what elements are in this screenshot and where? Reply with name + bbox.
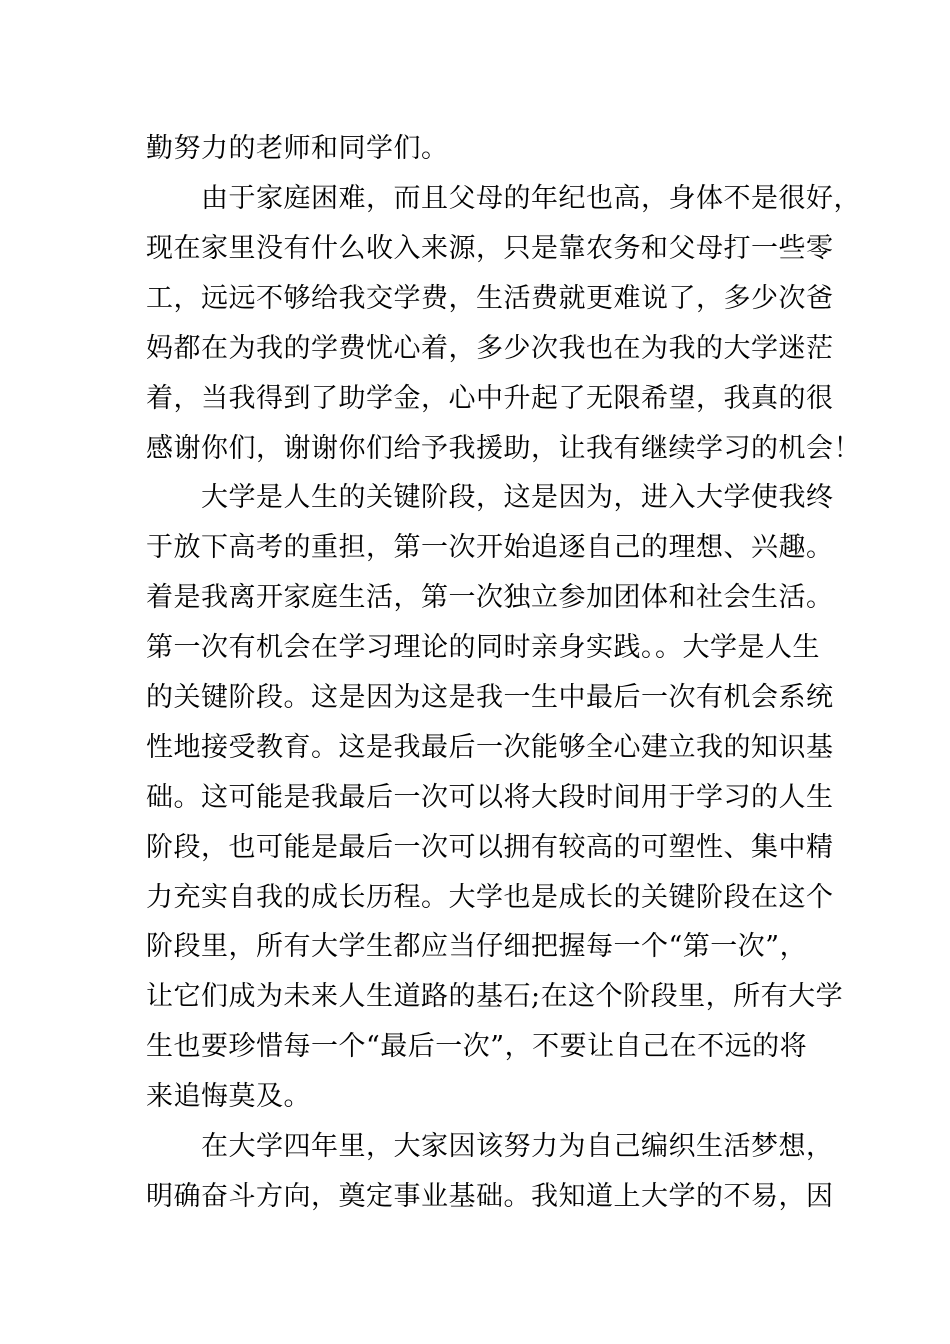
text-line: 着，当我得到了助学金，心中升起了无限希望，我真的很 [146, 383, 834, 414]
text-line: 的关键阶段。这是因为这是我一生中最后一次有机会系统 [146, 682, 834, 713]
text-line: 于放下高考的重担，第一次开始追逐自己的理想、兴趣。 [146, 532, 834, 563]
text-line: 工，远远不够给我交学费，生活费就更难说了，多少次爸 [146, 283, 834, 314]
paragraph-first-line: 在大学四年里，大家因该努力为自己编织生活梦想， [201, 1131, 834, 1162]
text-line: 力充实自我的成长历程。大学也是成长的关键阶段在这个 [146, 882, 834, 913]
text-line: 明确奋斗方向，奠定事业基础。我知道上大学的不易，因 [146, 1181, 834, 1212]
text-line: 感谢你们，谢谢你们给予我援助，让我有继续学习的机会！ [146, 433, 861, 464]
text-line: 础。这可能是我最后一次可以将大段时间用于学习的人生 [146, 782, 834, 813]
paragraph-first-line: 大学是人生的关键阶段，这是因为，进入大学使我终 [201, 482, 834, 513]
text-line: 生也要珍惜每一个“最后一次”，不要让自己在不远的将 [146, 1031, 808, 1062]
text-line: 勤努力的老师和同学们。 [146, 133, 449, 164]
text-line: 性地接受教育。这是我最后一次能够全心建立我的知识基 [146, 732, 834, 763]
text-line: 妈都在为我的学费忧心着，多少次我也在为我的大学迷茫 [146, 333, 834, 364]
text-line: 着是我离开家庭生活，第一次独立参加团体和社会生活。 [146, 582, 834, 613]
text-line: 第一次有机会在学习理论的同时亲身实践。。大学是人生 [146, 632, 820, 663]
text-line: 阶段，也可能是最后一次可以拥有较高的可塑性、集中精 [146, 832, 834, 863]
text-line: 让它们成为未来人生道路的基石;在这个阶段里，所有大学 [146, 981, 844, 1012]
text-line: 来追悔莫及。 [146, 1081, 311, 1112]
paragraph-first-line: 由于家庭困难，而且父母的年纪也高，身体不是很好， [201, 183, 861, 214]
text-line: 现在家里没有什么收入来源，只是靠农务和父母打一些零 [146, 233, 834, 264]
text-line: 阶段里，所有大学生都应当仔细把握每一个“第一次”， [146, 931, 808, 962]
